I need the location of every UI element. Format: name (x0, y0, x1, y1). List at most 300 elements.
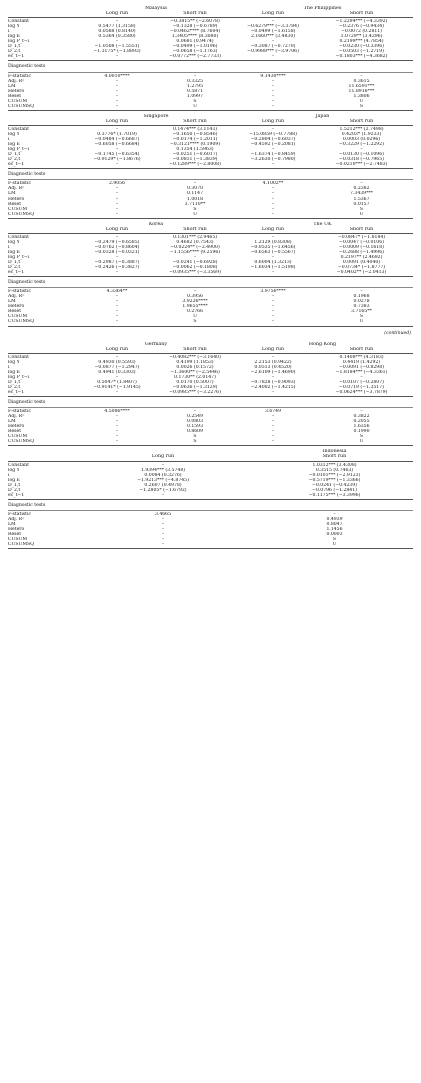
coefficient-cell: 0.2197** (2.4692) (340, 254, 383, 260)
coefficient-cell: −0.9129* (−1.8676) (93, 157, 141, 163)
coefficient-cell: −2.6109 (−1.4690) (250, 369, 296, 375)
coefficient-cell: 0.0588 (0.8140) (98, 29, 136, 35)
variable-label: D_1,t (8, 482, 21, 488)
variable-label: log Y (8, 467, 20, 473)
diagnostic-label: CUSUM (8, 537, 28, 543)
table-rule (8, 179, 413, 180)
col-long-run: Long run (261, 226, 285, 232)
coefficient-cell: 0.0003 (0.0296) (342, 137, 381, 143)
coefficient-cell: −1.0508 (−1.5551) (94, 44, 140, 50)
diagnostic-cell: – (193, 289, 197, 295)
coefficient-cell: −0.9988*** (−3.9706) (247, 49, 299, 55)
coefficient-cell: −0.0402** (−2.0413) (336, 270, 387, 276)
diagnostic-label: Adj. R² (8, 294, 24, 300)
country-name: Germany (144, 341, 168, 347)
coefficient-cell: −0.0328 (−0.0321) (94, 249, 140, 255)
diagnostic-cell: 11.6591*** (348, 83, 375, 89)
diagnostic-label: Adj. R² (8, 186, 24, 192)
diagnostic-cell: – (360, 409, 363, 415)
coefficient-cell: −0.1803*** (−4.3682) (335, 54, 388, 60)
variable-label: log P_t−i (8, 254, 30, 260)
variable-label: D_1,t (8, 260, 21, 266)
diagnostic-row (8, 212, 413, 217)
diagnostic-cell: 0.3070 (186, 186, 204, 192)
diagnostic-title: Diagnostic tests (8, 400, 46, 406)
coefficient-cell: −0.0624*** (−3.7879) (335, 390, 388, 395)
continued-label: (continued) (384, 330, 411, 336)
diagnostic-label: Hetero (8, 527, 25, 533)
coefficient-row (8, 493, 413, 498)
coefficient-cell: −0.0210*** (−2.7483) (335, 162, 388, 168)
diagnostic-label: CUSUMSQ (8, 211, 35, 217)
coefficient-cell: −0.1328 (−0.6789) (172, 24, 218, 30)
diagnostic-label: CUSUMSQ (8, 103, 35, 109)
coefficient-cell: – (271, 162, 275, 168)
diagnostic-cell: 0.1968 (353, 294, 370, 300)
diagnostic-cell: – (115, 304, 119, 310)
diagnostic-cell: – (271, 78, 275, 84)
diagnostic-cell: – (193, 73, 197, 79)
diagnostic-cell: 0.3822 (353, 414, 370, 420)
coefficient-cell: – (115, 162, 119, 168)
coefficient-cell: 0.0681 (0.9474) (176, 39, 214, 45)
country-panel (8, 114, 413, 219)
diagnostic-row (8, 439, 413, 444)
diagnostic-cell: 0.0278 (353, 299, 370, 305)
variable-label: ec_t−1 (8, 162, 25, 168)
coefficient-cell: −1.6034 (−1.5198) (250, 265, 296, 271)
diagnostic-label: LM (8, 419, 16, 425)
coefficient-cell: −0.2376 (−0.9434) (339, 24, 384, 30)
header-spacer (8, 454, 78, 459)
coefficient-cell: 0.4682 (0.7543) (176, 239, 214, 245)
coefficient-cell: −0.2987 (−0.3887) (94, 260, 140, 266)
variable-label: log Y (8, 359, 20, 365)
coefficient-cell: – (115, 354, 119, 360)
diagnostic-title: Diagnostic tests (8, 502, 46, 508)
diagnostic-label: LM (8, 83, 16, 89)
variable-label: log E (8, 249, 20, 255)
header-spacer (8, 227, 78, 232)
diagnostic-cell: S (359, 434, 364, 440)
diagnostic-cell: – (271, 103, 275, 109)
diagnostic-cell: – (115, 434, 119, 440)
coefficient-cell: – (271, 390, 275, 395)
variable-label: log Y (8, 239, 20, 245)
variable-label: i (8, 472, 10, 478)
diagnostic-label: F-statistic (8, 409, 32, 415)
coefficient-cell: −0.0009 (−0.1618) (339, 244, 384, 250)
diagnostic-cell: – (115, 103, 119, 109)
diagnostic-cell: S (359, 206, 364, 212)
diagnostic-label: Reset (8, 93, 22, 99)
diagnostic-cell: 0.8609 (186, 429, 204, 435)
coefficient-cell: −0.7828 (−0.9093) (250, 379, 296, 385)
diagnostic-cell: 3.9226**** (182, 299, 208, 305)
diagnostic-cell: – (271, 191, 275, 197)
coefficient-cell: 0.5364 (0.3580) (98, 34, 136, 40)
diagnostic-cell: S (359, 314, 364, 320)
variable-label: ec_t−1 (8, 492, 25, 498)
variable-label: i (8, 29, 10, 35)
table-rule (8, 276, 413, 277)
diagnostic-cell: – (271, 186, 275, 192)
header-spacer (8, 347, 78, 352)
coefficient-cell: −0.0935*** (−3.3569) (169, 270, 221, 276)
coefficient-cell: −1.3600** (−2.5446) (170, 369, 220, 375)
col-short-run: Short run (183, 118, 207, 124)
col-short-run: Short run (349, 226, 374, 232)
coefficient-cell: −0.0719 (−1.3517) (339, 384, 384, 390)
coefficient-cell: 0.0091 (0.4040) (342, 260, 381, 266)
col-short-run: Short run (183, 11, 207, 17)
col-short-run: Short run (183, 346, 207, 352)
header-spacer (8, 11, 78, 16)
table-rule (8, 287, 413, 288)
table-rule (8, 510, 413, 511)
coefficient-cell: −0.0811 (−1.3839) (172, 157, 218, 163)
col-short-run: Short run (349, 118, 374, 124)
coefficient-cell: −0.0230 (−0.3396) (339, 44, 384, 50)
diagnostic-cell: – (271, 314, 275, 320)
coefficient-cell: – (115, 270, 119, 276)
diagnostic-cell: – (333, 511, 336, 517)
diagnostic-cell: 0.5871 (186, 88, 204, 94)
diagnostic-label: Hetero (8, 304, 25, 310)
coefficient-cell: −0.0499 (−1.6158) (250, 29, 296, 35)
coefficient-cell: – (271, 354, 275, 360)
diagnostic-cell: U (359, 98, 364, 104)
coefficient-cell: – (360, 374, 363, 380)
diagnostic-row (8, 319, 413, 324)
table-rule (8, 168, 413, 169)
diagnostic-label: Adj. R² (8, 78, 24, 84)
diagnostic-cell: 0.0157 (353, 201, 370, 207)
diagnostic-cell: – (115, 299, 119, 305)
diagnostic-cell: U (359, 211, 364, 217)
coefficient-cell: 0.1730** (2.0147) (174, 374, 216, 380)
coefficient-cell: −0.0503 (−1.2719) (339, 49, 384, 55)
diagnostic-cell: 0.3615 (353, 78, 370, 84)
diagnostic-cell: – (115, 211, 119, 217)
table-rule (8, 461, 413, 462)
coefficient-cell: 0.1354 (1.5963) (176, 147, 214, 153)
variable-label: Constant (8, 234, 29, 240)
diagnostic-cell: – (115, 93, 119, 99)
coefficient-cell: −0.0499 (−1.0196) (172, 44, 218, 50)
coefficient-cell: −0.0241 (−0.6928) (172, 260, 218, 266)
coefficient-cell: −0.1650 (−0.8546) (172, 131, 218, 137)
diagnostic-cell: – (115, 314, 119, 320)
diagnostic-label: CUSUM (8, 206, 28, 212)
diagnostic-cell: – (115, 439, 119, 445)
coefficient-cell: −2.4002 (−1.4215) (250, 384, 296, 390)
coefficient-cell: −0.0101*** (−2.9123) (308, 472, 361, 478)
diagnostic-label: Adj. R² (8, 516, 24, 522)
diagnostic-cell: – (271, 206, 275, 212)
coefficient-cell: – (161, 462, 165, 468)
coefficient-cell: −1.6374 (−0.8459) (250, 152, 296, 158)
diagnostic-label: F-statistic (8, 73, 32, 79)
coefficient-cell: 0.1301*** (2.9465) (172, 234, 218, 240)
diagnostic-label: CUSUM (8, 434, 28, 440)
coefficient-cell: −0.0062 (−0.1808) (172, 265, 218, 271)
diagnostic-label: Hetero (8, 88, 25, 94)
table-rule (8, 60, 413, 61)
coefficient-cell: – (161, 492, 165, 498)
coefficient-cell: −0.3815** (−2.6078) (170, 19, 220, 25)
diagnostic-cell: U (359, 319, 364, 325)
country-name: Korea (148, 221, 164, 227)
diagnostic-label: Reset (8, 201, 22, 207)
diagnostic-cell: 3.4665 (154, 511, 172, 517)
variable-label: Constant (8, 354, 29, 360)
variable-label: ec_t−1 (8, 390, 25, 395)
coefficient-cell: −0.0484 (−0.6687) (94, 137, 140, 143)
col-short-run: Short run (322, 454, 347, 460)
country-name: Indonesia (322, 449, 347, 455)
variable-label: log P_t−i (8, 374, 30, 380)
country-name: The UK (313, 221, 332, 227)
variable-label: log P_t−i (8, 147, 30, 153)
coefficient-cell: −0.0318 (−0.7965) (339, 157, 384, 163)
coefficient-cell: 1.2129 (0.8308) (254, 239, 292, 245)
coefficient-cell: −0.6279*** (−3.3784) (247, 24, 299, 30)
coefficient-cell: −0.0241 (−0.4239) (312, 482, 357, 488)
variable-label: Constant (8, 126, 29, 132)
diagnostic-label: CUSUM (8, 314, 28, 320)
col-long-run: Long run (105, 346, 129, 352)
country-name: Malaysia (145, 6, 167, 11)
diagnostic-label: CUSUM (8, 98, 28, 104)
variable-label: log Y (8, 131, 20, 137)
diagnostic-cell: 0.7383 (353, 304, 370, 310)
diagnostic-cell: U (193, 103, 197, 109)
diagnostic-cell: – (193, 409, 197, 415)
diagnostic-cell: – (115, 414, 119, 420)
coefficient-cell: −0.3229 (−1.2292) (339, 142, 384, 148)
diagnostic-cell: 2.9056 (108, 181, 126, 187)
diagnostic-label: Hetero (8, 424, 25, 430)
coefficient-cell: – (115, 234, 119, 240)
table-rule (8, 72, 413, 73)
coefficient-cell: – (271, 147, 275, 153)
coefficient-cell: 0.4941 (0.3303) (98, 369, 136, 375)
variable-label: log P_t−i (8, 39, 30, 45)
diagnostic-cell: 7.3439*** (350, 191, 373, 197)
coefficient-row (8, 162, 413, 167)
coefficient-cell: – (271, 19, 275, 25)
coefficient-cell: 2.1660*** (3.4830) (250, 34, 296, 40)
table-rule (8, 407, 413, 408)
coefficient-cell: −3.2630 (−0.7980) (250, 157, 296, 163)
diagnostic-cell: – (161, 527, 165, 533)
diagnostic-cell: S (193, 206, 197, 212)
coefficient-cell: – (115, 147, 119, 153)
coefficient-cell: −0.0877 (−1.2947) (94, 364, 140, 370)
country-panels (8, 6, 413, 446)
diagnostic-label: F-statistic (8, 181, 32, 187)
diagnostic-cell: S (332, 537, 337, 543)
variable-label: D_2,t (8, 487, 21, 493)
diagnostic-cell: 11.8916*** (348, 88, 375, 94)
diagnostic-label: CUSUMSQ (8, 319, 35, 325)
diagnostic-cell: 0.2055 (353, 419, 370, 425)
coefficient-cell: 0.5047* (1.8407) (97, 379, 137, 385)
coefficient-cell: −0.0091 (−0.8298) (339, 364, 384, 370)
table-rule (8, 499, 413, 500)
coefficient-cell: 0.0084 (0.3276) (144, 472, 182, 478)
diagnostic-cell: – (360, 289, 363, 295)
diagnostic-cell: – (271, 304, 275, 310)
table-rule (8, 445, 413, 446)
col-long-run: Long run (261, 11, 285, 17)
diagnostic-cell: – (115, 88, 119, 94)
coefficient-cell: 1.0312*** (3.4308) (312, 462, 357, 468)
coefficient-cell: – (115, 126, 119, 132)
variable-label: D_2,t (8, 384, 21, 390)
diagnostic-cell: 3.9756**** (260, 289, 286, 295)
diagnostic-cell: 0.2766 (186, 309, 204, 315)
coefficient-cell: −0.6058 (−0.6684) (94, 142, 140, 148)
column-header (8, 227, 413, 232)
variable-label: log E (8, 369, 20, 375)
diagnostic-label: Reset (8, 309, 22, 315)
diagnostic-cell: S (193, 439, 197, 445)
coefficient-cell: −0.0107 (−0.2807) (339, 379, 384, 385)
column-header (8, 454, 413, 459)
variable-label: log E (8, 477, 20, 483)
diagnostic-title: Diagnostic tests (8, 280, 46, 286)
coefficient-cell: −0.1745 (−0.6354) (94, 152, 140, 158)
table-rule (8, 110, 413, 111)
diagnostic-cell: 4.1002** (262, 181, 284, 187)
coefficient-cell: −0.0847* (−1.8184) (337, 234, 386, 240)
variable-label: D_2,t (8, 265, 21, 271)
diagnostic-label: CUSUMSQ (8, 439, 35, 445)
diagnostic-label: LM (8, 521, 16, 527)
coefficient-cell: −0.3121**** (0.1909) (169, 142, 221, 148)
diagnostic-label: F-statistic (8, 511, 32, 517)
coefficient-cell: −0.6563 (−0.5567) (250, 249, 296, 255)
coefficient-cell: 0.4199 (1.1853) (176, 359, 214, 365)
diagnostic-label: CUSUMSQ (8, 542, 35, 548)
diagnostic-cell: – (271, 439, 275, 445)
coefficient-cell: – (271, 234, 275, 240)
variable-label: ec_t−1 (8, 54, 25, 60)
variable-label: log E (8, 142, 20, 148)
table-rule (8, 326, 413, 327)
diagnostic-cell: – (115, 78, 119, 84)
indonesia-panel (8, 449, 413, 549)
variable-label: log Y (8, 24, 20, 30)
coefficient-cell: −0.2688 (−1.4996) (339, 249, 384, 255)
variable-label: i (8, 364, 10, 370)
coefficient-cell: 0.0170 (0.5007) (176, 379, 214, 385)
diagnostic-cell: – (115, 186, 119, 192)
diagnostic-cell: – (115, 294, 119, 300)
coefficient-cell: −0.0047 (−0.0106) (339, 239, 384, 245)
country-panel (8, 342, 413, 447)
diagnostic-cell: U (193, 211, 197, 217)
diagnostic-cell: 0.1593 (186, 424, 204, 430)
col-long-run: Long run (261, 346, 285, 352)
coefficient-cell: 0.0513 (0.4520) (254, 364, 292, 370)
diagnostic-cell: – (115, 419, 119, 425)
coefficient-cell: – (115, 374, 119, 380)
coefficient-row (8, 390, 413, 395)
table-rule (8, 218, 413, 219)
coefficient-cell: −0.0072 (0.2811) (340, 29, 383, 35)
col-long-run: Long run (151, 454, 175, 460)
diagnostic-cell: 3.7165** (351, 309, 372, 315)
coefficient-row (8, 54, 413, 59)
diagnostic-cell: 1.1456 (326, 527, 343, 533)
coefficient-cell: – (115, 39, 119, 45)
diagnostic-cell: 0.2549 (186, 414, 204, 420)
diagnostic-cell: 0.3325 (186, 78, 204, 84)
diagnostic-cell: – (271, 414, 275, 420)
diagnostic-cell: 1.2795 (186, 83, 204, 89)
col-short-run: Short run (349, 346, 374, 352)
coefficient-cell: −1.3175* (−1.8893) (93, 49, 141, 55)
table-rule (8, 548, 413, 549)
diagnostic-cell: – (271, 434, 275, 440)
diagnostic-cell: 1.6356 (353, 424, 370, 430)
table-rule (8, 233, 413, 234)
column-header (8, 119, 413, 124)
diagnostic-cell: 0.1990 (353, 429, 370, 435)
diagnostic-title: Diagnostic tests (8, 172, 46, 178)
diagnostic-row (8, 104, 413, 109)
diagnostic-row (8, 542, 413, 547)
coefficient-cell: 0.2199*** (4.7854) (339, 39, 384, 45)
diagnostic-label: Reset (8, 429, 22, 435)
table-rule (8, 396, 413, 397)
diagnostic-cell: – (360, 73, 363, 79)
diagnostic-cell: – (271, 319, 275, 325)
diagnostic-cell: – (271, 424, 275, 430)
coefficient-cell: – (115, 254, 119, 260)
diagnostic-cell: 0.0003 (326, 532, 343, 538)
coefficient-cell: – (360, 147, 363, 153)
coefficient-cell: 0.4203* (1.9233) (341, 131, 382, 137)
coefficient-cell: −0.0251 (−0.6017) (172, 152, 218, 158)
diagnostic-cell: S (193, 319, 197, 325)
diagnostic-cell: – (271, 429, 275, 435)
variable-label: D_1,t (8, 379, 21, 385)
diagnostic-cell: 1.0018 (186, 196, 204, 202)
coefficient-cell: −0.9141* (−1.9145) (93, 384, 141, 390)
coefficient-cell: – (193, 254, 197, 260)
diagnostic-cell: 3.7110** (184, 201, 206, 207)
diagnostic-cell: – (271, 299, 275, 305)
coefficient-cell: 0.6004 (1.3213) (254, 260, 292, 266)
coefficient-cell: −0.0772*** (−2.7733) (169, 54, 221, 60)
coefficient-cell: – (115, 390, 119, 395)
coefficient-cell: 0.1474*** (3.1143) (172, 126, 218, 132)
coefficient-cell: 0.5477 (1.3158) (98, 24, 136, 30)
coefficient-cell: −1.2294*** (−4.3392) (335, 19, 388, 25)
diagnostic-cell: – (271, 196, 275, 202)
diagnostic-cell: 0.1147 (186, 191, 204, 197)
coefficient-cell: −0.0174 (−1.2011) (172, 137, 218, 143)
coefficient-cell: – (115, 19, 119, 25)
coefficient-cell: −15.0859 (−0.7788) (249, 131, 297, 137)
coefficient-cell: −0.3087 (−0.7270) (250, 44, 296, 50)
diagnostic-cell: U (359, 439, 364, 445)
coefficient-cell: −0.2479 (−0.6585) (94, 239, 140, 245)
